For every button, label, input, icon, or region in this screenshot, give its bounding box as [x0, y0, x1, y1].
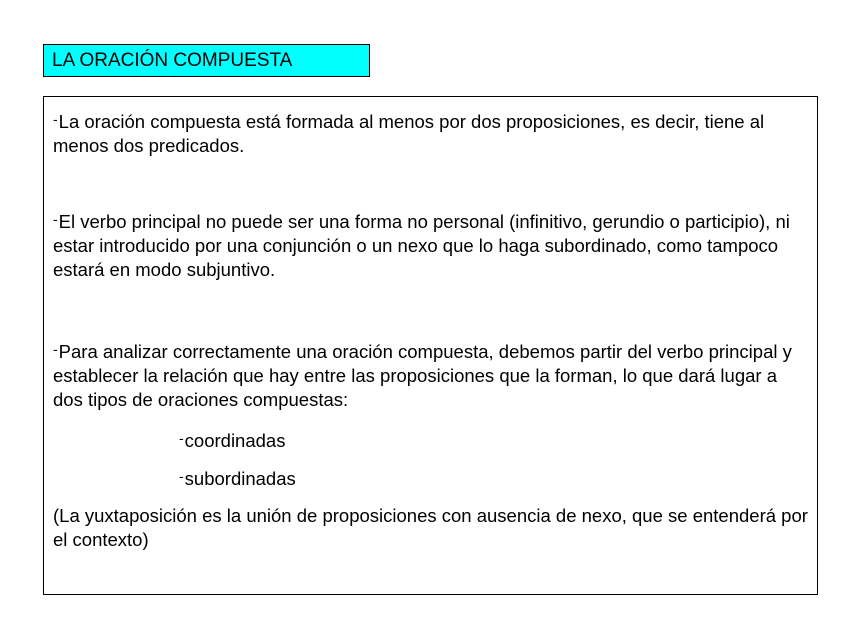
paragraph-yuxtaposicion: (La yuxtaposición es la unión de proposiciones con ausencia de nexo, que se entenderá por el contexto) — [53, 505, 808, 550]
page-title: LA ORACIÓN COMPUESTA — [43, 44, 370, 77]
bullet-dash: - — [179, 430, 184, 446]
paragraph-analysis — [53, 337, 809, 412]
paragraph-definition — [53, 107, 809, 158]
bullet-dash: - — [53, 111, 58, 127]
paragraph-main-verb — [53, 207, 809, 282]
paragraph-text: El verbo principal no puede ser una forma no personal (infinitivo, gerundio o participio), ni estar introducido por una conjunción o un nexo que lo haga subordinado, como tampoco estará en modo subjuntivo. — [53, 211, 790, 280]
paragraph-text: Para analizar correctamente una oración compuesta, debemos partir del verbo principal y establecer la relación que hay entre las proposiciones que la forman, lo que dará lugar a dos tipos de oraciones compuestas: — [53, 341, 792, 410]
type-item-coordinadas — [179, 426, 285, 453]
content-box — [43, 96, 818, 595]
paragraph-text: La oración compuesta está formada al menos por dos proposiciones, es decir, tiene al menos dos predicados. — [53, 111, 765, 156]
bullet-dash: - — [179, 468, 184, 484]
type-label: subordinadas — [184, 468, 296, 489]
type-label: coordinadas — [184, 430, 286, 451]
bullet-dash: - — [53, 341, 58, 357]
bullet-dash: - — [53, 211, 58, 227]
type-item-subordinadas — [179, 464, 296, 491]
